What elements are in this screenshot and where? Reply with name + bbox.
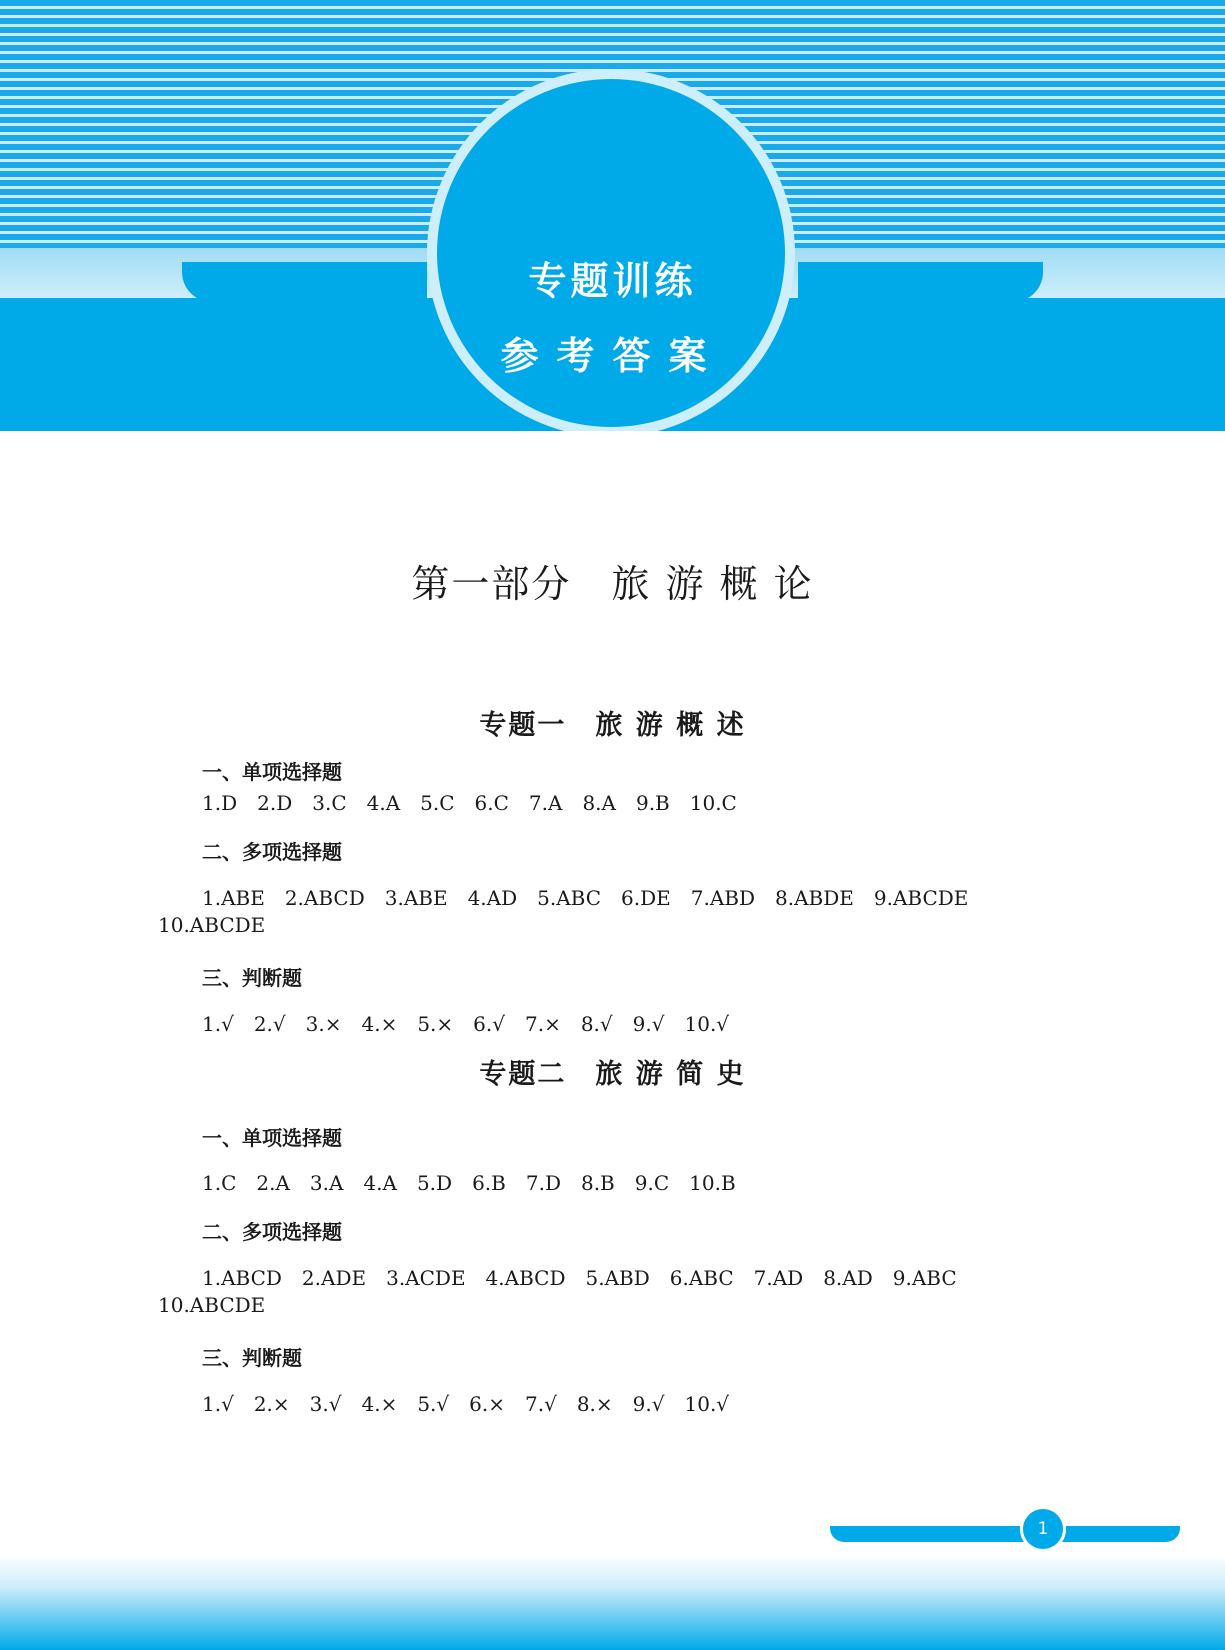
section-heading-multi: 二、多项选择题 — [202, 840, 342, 864]
header-banner — [0, 0, 1225, 431]
part-title: 第一部分 旅 游 概 论 — [411, 562, 814, 606]
section-heading-single: 一、单项选择题 — [202, 1126, 342, 1150]
answers-multi: 1.ABE 2.ABCD 3.ABE 4.AD 5.ABC 6.DE 7.ABD 8.ABDE 9.ABCDE — [202, 886, 969, 910]
answers-single: 1.C 2.A 3.A 4.A 5.D 6.B 7.D 8.B 9.C 10.B — [202, 1171, 736, 1195]
banner-subtitle: 参考答案 — [500, 334, 725, 378]
page-number-bar — [830, 1526, 1180, 1542]
section-heading-judge: 三、判断题 — [202, 966, 302, 990]
answers-multi-wrap: 10.ABCDE — [158, 1293, 266, 1317]
section-heading-multi: 二、多项选择题 — [202, 1220, 342, 1244]
answers-single: 1.D 2.D 3.C 4.A 5.C 6.C 7.A 8.A 9.B 10.C — [202, 791, 737, 815]
answers-multi-wrap: 10.ABCDE — [158, 913, 266, 937]
section-heading-judge: 三、判断题 — [202, 1346, 302, 1370]
answers-judge: 1.√ 2.× 3.√ 4.× 5.√ 6.× 7.√ 8.× 9.√ 10.√ — [202, 1392, 730, 1416]
topic-title: 专题一 旅 游 概 述 — [479, 710, 746, 741]
topic-title: 专题二 旅 游 简 史 — [479, 1059, 746, 1090]
footer-gradient — [0, 1555, 1225, 1650]
section-heading-single: 一、单项选择题 — [202, 760, 342, 784]
banner-title: 专题训练 — [528, 259, 697, 303]
page-number: 1 — [1020, 1506, 1066, 1552]
answers-judge: 1.√ 2.√ 3.× 4.× 5.× 6.√ 7.× 8.√ 9.√ 10.√ — [202, 1012, 730, 1036]
answers-multi: 1.ABCD 2.ADE 3.ACDE 4.ABCD 5.ABD 6.ABC 7.AD 8.AD 9.ABC — [202, 1266, 957, 1290]
